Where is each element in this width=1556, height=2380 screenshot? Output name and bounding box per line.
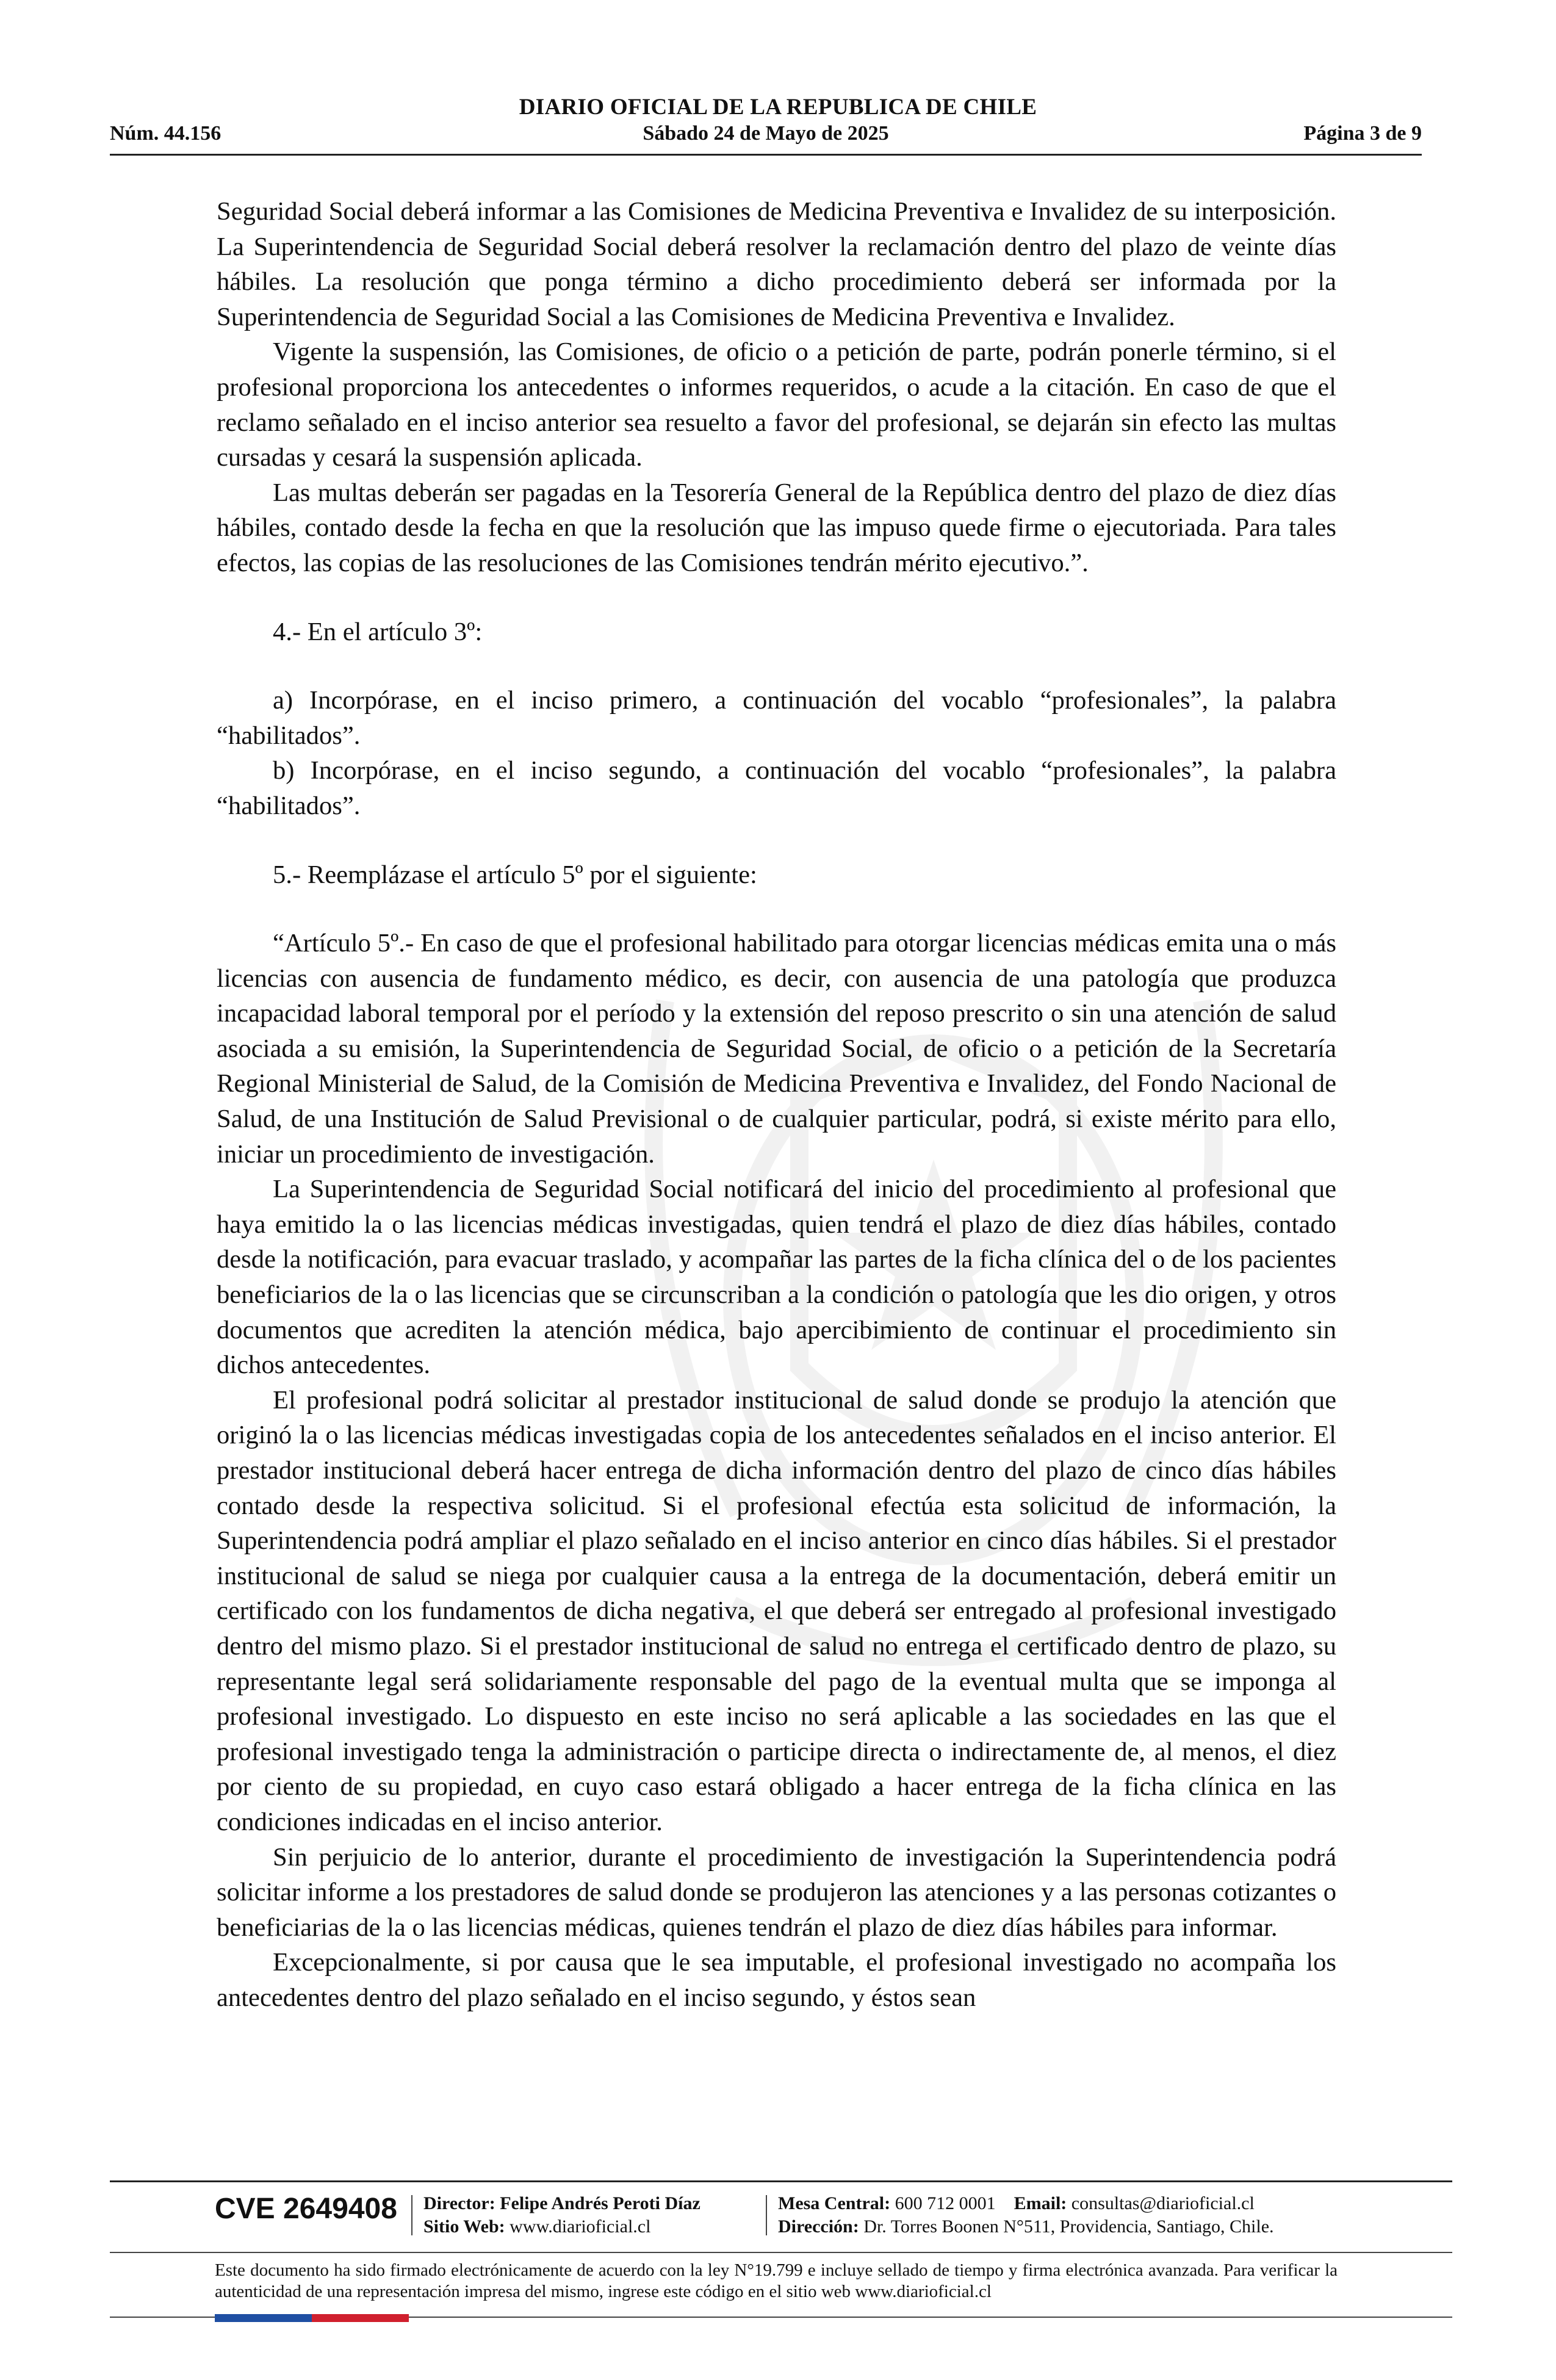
- footer-director-block: [423, 2192, 701, 2238]
- mesa-phone: 600 712 0001: [895, 2193, 996, 2213]
- flag-red-stripe: [312, 2314, 409, 2322]
- mesa-label: Mesa Central:: [778, 2193, 891, 2213]
- paragraph: “Artículo 5º.- En caso de que el profesional habilitado para otorgar licencias médicas emita una o más licencias con ausencia de fundamento médico, es decir, con ausencia de una patología que produzca incapacidad laboral temporal por el período y la extensión del reposo prescrito o sin una atención de salud asociada a su emisión, la Superintendencia de Seguridad Social, de oficio o a petición de la Secretaría Regional Ministerial de Salud, de la Comisión de Medicina Preventiva e Invalidez, del Fondo Nacional de Salud, de una Institución de Salud Previsional o de cualquier particular, podrá, si existe mérito para ello, iniciar un procedimiento de investigación.: [217, 929, 1336, 1169]
- newspaper-title: DIARIO OFICIAL DE LA REPUBLICA DE CHILE: [519, 95, 1037, 120]
- site-label: Sitio Web:: [423, 2216, 505, 2237]
- paragraph: 4.- En el artículo 3º:: [273, 617, 483, 646]
- footer-separator: [411, 2195, 412, 2235]
- flag-blue-stripe: [215, 2314, 312, 2322]
- page-number: Página 3 de 9: [1303, 122, 1422, 145]
- issue-date: Sábado 24 de Mayo de 2025: [643, 122, 889, 145]
- paragraph: Excepcionalmente, si por causa que le sea imputable, el profesional investigado no acompaña los antecedentes dentro del plazo señalado en el inciso segundo, y éstos sean: [217, 1948, 1336, 2012]
- chile-flag-stripe-icon: [215, 2314, 409, 2322]
- paragraph: b) Incorpórase, en el inciso segundo, a continuación del vocablo “profesionales”, la palabra “habilitados”.: [217, 756, 1336, 820]
- director-label: Director:: [423, 2193, 495, 2213]
- address-value: Dr. Torres Boonen N°511, Providencia, Santiago, Chile.: [863, 2216, 1274, 2237]
- paragraph: El profesional podrá solicitar al prestador institucional de salud donde se produjo la atención que originó la o las licencias médicas investigadas copia de los antecedentes señalados en el inciso anterior. El prestador institucional deberá hacer entrega de dicha información dentro del plazo de cinco días hábiles contado desde la respectiva solicitud. Si el profesional efectúa esta solicitud de información, la Superintendencia podrá ampliar el plazo señalado en el inciso anterior en cinco días hábiles. Si el prestador institucional de salud se niega por cualquier causa a la entrega de la documentación, deberá emitir un certificado con los fundamentos de dicha negativa, el que deberá ser entregado al profesional investigado dentro del mismo plazo. Si el prestador institucional de salud no entrega el certificado dentro de plazo, su representante legal será solidariamente responsable del pago de la eventual multa que se imponga al profesional investigado. Lo dispuesto en este inciso no será aplicable a las sociedades en las que el profesional investigado tenga la administración o participe directa o indirectamente de, al menos, el diez por ciento de su propiedad, en cuyo caso estará obligado a hacer entrega de la ficha clínica en las condiciones indicadas en el inciso anterior.: [217, 1385, 1336, 1836]
- director-name: Felipe Andrés Peroti Díaz: [500, 2193, 701, 2213]
- footer-divider-middle: [110, 2252, 1452, 2253]
- paragraph: La Superintendencia de Seguridad Social notificará del inicio del procedimiento al profesional que haya emitido la o las licencias médicas investigadas, quien tendrá el plazo de diez días hábiles, contado desde la notificación, para evacuar traslado, y acompañar las partes de la ficha clínica del o de los pacientes beneficiarios de la o las licencias que se circunscriban a la condición o patología que les dio origen, y otros documentos que acrediten la atención médica, bajo apercibimiento de continuar el procedimiento sin dichos antecedentes.: [217, 1175, 1336, 1380]
- cve-code: CVE 2649408: [215, 2193, 397, 2225]
- signature-note: Este documento ha sido firmado electrónicamente de acuerdo con la ley N°19.799 e incluye sellado de tiempo y firma electrónica avanzada. Para verificar la autenticidad de una representación impresa del mismo, ingrese este código en el sitio web www.diarioficial.cl: [215, 2260, 1338, 2301]
- footer-contact-block: [778, 2192, 1274, 2238]
- paragraph: Las multas deberán ser pagadas en la Tesorería General de la República dentro del plazo de diez días hábiles, contado desde la fecha en que la resolución que las impuso quede firme o ejecutoriada. Para tales efectos, las copias de las resoluciones de las Comisiones tendrán mérito ejecutivo.”.: [217, 478, 1336, 577]
- address-label: Dirección:: [778, 2216, 859, 2237]
- email-link[interactable]: consultas@diarioficial.cl: [1071, 2193, 1255, 2213]
- email-label: Email:: [1014, 2193, 1067, 2213]
- paragraph: Vigente la suspensión, las Comisiones, de oficio o a petición de parte, podrán ponerle término, si el profesional proporciona los antecedentes o informes requeridos, o acude a la citación. En caso de que el reclamo señalado en el inciso anterior sea resuelto a favor del profesional, se dejarán sin efecto las multas cursadas y cesará la suspensión aplicada.: [217, 337, 1336, 472]
- paragraph: a) Incorpórase, en el inciso primero, a continuación del vocablo “profesionales”, la palabra “habilitados”.: [217, 686, 1336, 750]
- footer-separator: [766, 2195, 767, 2235]
- paragraph: Sin perjuicio de lo anterior, durante el procedimiento de investigación la Superintendencia podrá solicitar informe a los prestadores de salud donde se produjeron las atenciones y a las personas cotizantes o beneficiarias de la o las licencias médicas, quienes tendrán el plazo de diez días hábiles para informar.: [217, 1842, 1336, 1942]
- footer-divider-top: [110, 2180, 1452, 2182]
- issue-number: Núm. 44.156: [110, 122, 222, 145]
- site-link[interactable]: www.diarioficial.cl: [510, 2216, 651, 2237]
- article-body: [217, 194, 1336, 2016]
- paragraph: Seguridad Social deberá informar a las Comisiones de Medicina Preventiva e Invalidez de su interposición. La Superintendencia de Seguridad Social deberá resolver la reclamación dentro del plazo de veinte días hábiles. La resolución que ponga término a dicho procedimiento deberá ser informada por la Superintendencia de Seguridad Social a las Comisiones de Medicina Preventiva e Invalidez.: [217, 197, 1336, 331]
- paragraph: 5.- Reemplázase el artículo 5º por el siguiente:: [273, 860, 757, 889]
- header-divider: [110, 154, 1422, 156]
